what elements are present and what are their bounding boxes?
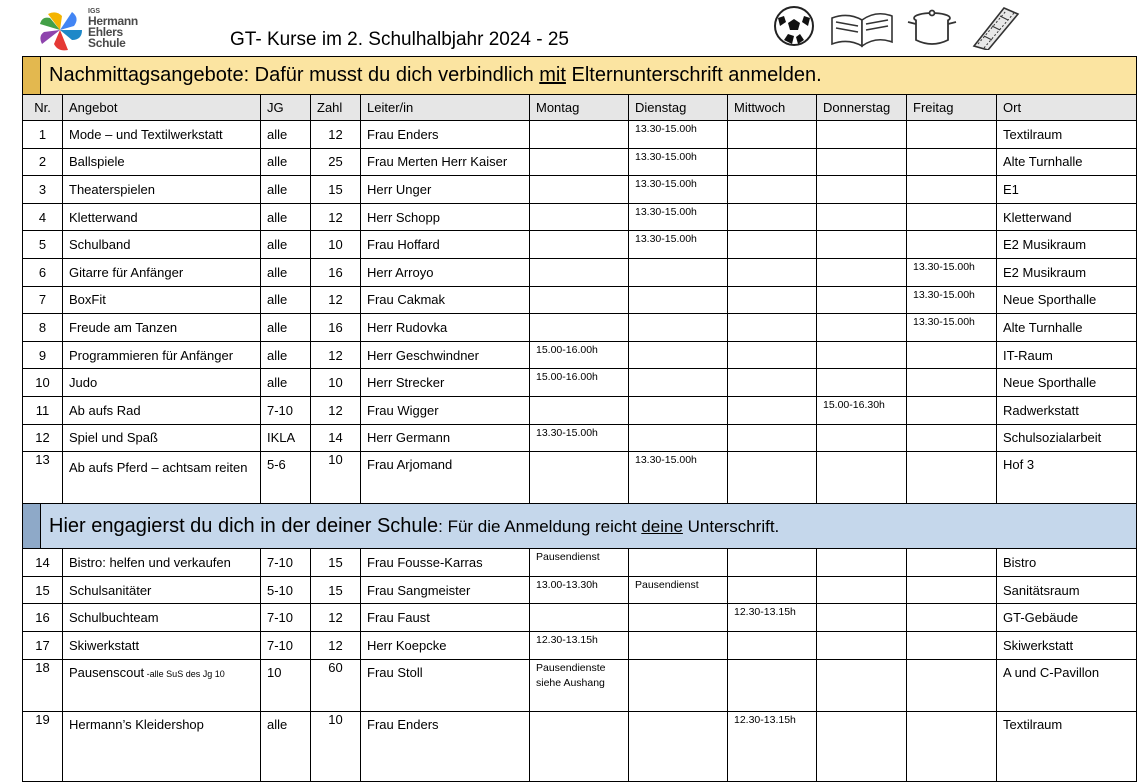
- cell-angebot: [63, 659, 261, 711]
- cell-zahl: 12: [311, 631, 361, 659]
- cell-angebot: Hermann’s Kleidershop: [63, 711, 261, 781]
- cell-donnerstag: 15.00-16.30h: [817, 396, 907, 424]
- cell-mittwoch: [728, 659, 817, 711]
- cell-ort: Skiwerkstatt: [997, 631, 1137, 659]
- cell-angebot: Judo: [63, 369, 261, 397]
- cell-donnerstag: [817, 452, 907, 504]
- cell-nr: 10: [23, 369, 63, 397]
- cell-mittwoch: [728, 258, 817, 286]
- table-row: [23, 121, 1137, 149]
- cell-jg: 5-10: [261, 576, 311, 604]
- cell-dienstag: [629, 549, 728, 577]
- cell-freitag: 13.30-15.00h: [907, 258, 997, 286]
- page-title: GT- Kurse im 2. Schulhalbjahr 2024 - 25: [230, 29, 570, 50]
- table-row: [23, 231, 1137, 259]
- cell-jg: alle: [261, 231, 311, 259]
- cell-montag: [530, 659, 629, 711]
- cell-ort: Radwerkstatt: [997, 396, 1137, 424]
- cell-jg: alle: [261, 711, 311, 781]
- cell-nr: 11: [23, 396, 63, 424]
- cell-mittwoch: [728, 424, 817, 452]
- table-row: [23, 711, 1137, 781]
- cell-leiter: Frau Arjomand: [361, 452, 530, 504]
- cell-dienstag: [629, 314, 728, 342]
- cell-donnerstag: [817, 148, 907, 176]
- cell-leiter: Frau Enders: [361, 711, 530, 781]
- col-header-montag: Montag: [530, 95, 629, 121]
- cell-dienstag: [629, 258, 728, 286]
- cell-donnerstag: [817, 604, 907, 632]
- cell-mittwoch: [728, 396, 817, 424]
- cell-mittwoch: [728, 203, 817, 231]
- cell-dienstag: 13.30-15.00h: [629, 452, 728, 504]
- cell-leiter: Herr Schopp: [361, 203, 530, 231]
- cell-nr: 8: [23, 314, 63, 342]
- cell-montag: [530, 711, 629, 781]
- cell-mittwoch: [728, 549, 817, 577]
- cell-mittwoch: [728, 369, 817, 397]
- table-row: [23, 369, 1137, 397]
- cell-dienstag: 13.30-15.00h: [629, 176, 728, 204]
- cell-jg: alle: [261, 258, 311, 286]
- table-row: [23, 341, 1137, 369]
- cell-donnerstag: [817, 203, 907, 231]
- col-header-dienstag: Dienstag: [629, 95, 728, 121]
- cell-montag: [530, 176, 629, 204]
- cell-zahl: 15: [311, 549, 361, 577]
- cell-donnerstag: [817, 231, 907, 259]
- cell-donnerstag: [817, 341, 907, 369]
- header-icons: [770, 4, 1030, 50]
- logo-igs: IGS: [88, 8, 101, 15]
- football-icon: [775, 7, 813, 45]
- cell-jg: alle: [261, 121, 311, 149]
- cell-leiter: Frau Hoffard: [361, 231, 530, 259]
- cell-mittwoch: [728, 148, 817, 176]
- cell-montag: [530, 286, 629, 314]
- logo-line3: Schule: [88, 36, 126, 50]
- school-logo: [38, 8, 148, 54]
- cell-nr: 12: [23, 424, 63, 452]
- cell-mittwoch: [728, 121, 817, 149]
- cell-angebot-title: Pausenscout: [69, 664, 145, 680]
- col-header-zahl: Zahl: [311, 95, 361, 121]
- cell-zahl: 16: [311, 258, 361, 286]
- cell-angebot: Kletterwand: [63, 203, 261, 231]
- logo-pinwheel-icon: [38, 8, 88, 54]
- cell-donnerstag: [817, 711, 907, 781]
- cell-dienstag: [629, 369, 728, 397]
- cell-ort: GT-Gebäude: [997, 604, 1137, 632]
- cell-jg: alle: [261, 369, 311, 397]
- cell-freitag: [907, 631, 997, 659]
- cell-dienstag: [629, 604, 728, 632]
- table-row: [23, 424, 1137, 452]
- cell-ort: Schulsozialarbeit: [997, 424, 1137, 452]
- col-header-freitag: Freitag: [907, 95, 997, 121]
- cell-donnerstag: [817, 424, 907, 452]
- col-header-leiter: Leiter/in: [361, 95, 530, 121]
- cell-freitag: [907, 576, 997, 604]
- cell-dienstag: 13.30-15.00h: [629, 203, 728, 231]
- cell-angebot: Ballspiele: [63, 148, 261, 176]
- cell-nr: 18: [23, 659, 63, 711]
- cell-donnerstag: [817, 576, 907, 604]
- cell-leiter: Herr Strecker: [361, 369, 530, 397]
- cell-freitag: [907, 203, 997, 231]
- cell-nr: 5: [23, 231, 63, 259]
- cell-mittwoch: [728, 452, 817, 504]
- cell-ort: Sanitätsraum: [997, 576, 1137, 604]
- cell-dienstag: 13.30-15.00h: [629, 121, 728, 149]
- cell-freitag: [907, 396, 997, 424]
- cell-donnerstag: [817, 369, 907, 397]
- cell-montag: [530, 148, 629, 176]
- cell-zahl: 60: [311, 659, 361, 711]
- cell-dienstag: [629, 711, 728, 781]
- cell-angebot: Theaterspielen: [63, 176, 261, 204]
- cell-angebot: Schulband: [63, 231, 261, 259]
- cell-jg: 7-10: [261, 549, 311, 577]
- cell-dienstag: [629, 286, 728, 314]
- cell-nr: 4: [23, 203, 63, 231]
- cell-nr: 19: [23, 711, 63, 781]
- cell-jg: alle: [261, 203, 311, 231]
- cell-freitag: [907, 369, 997, 397]
- cell-angebot: Bistro: helfen und verkaufen: [63, 549, 261, 577]
- cell-jg: alle: [261, 286, 311, 314]
- cell-nr: 17: [23, 631, 63, 659]
- cell-mittwoch: [728, 341, 817, 369]
- cell-leiter: Frau Wigger: [361, 396, 530, 424]
- cell-zahl: 25: [311, 148, 361, 176]
- cell-nr: 6: [23, 258, 63, 286]
- cell-ort: E2 Musikraum: [997, 231, 1137, 259]
- cell-zahl: 12: [311, 604, 361, 632]
- cell-montag: [530, 396, 629, 424]
- cell-leiter: Herr Koepcke: [361, 631, 530, 659]
- cell-angebot: Schulsanitäter: [63, 576, 261, 604]
- cell-mittwoch: [728, 631, 817, 659]
- cell-zahl: 12: [311, 121, 361, 149]
- cell-ort: Alte Turnhalle: [997, 148, 1137, 176]
- cell-leiter: Herr Germann: [361, 424, 530, 452]
- cell-donnerstag: [817, 659, 907, 711]
- cell-jg: 5-6: [261, 452, 311, 504]
- cell-freitag: [907, 424, 997, 452]
- cell-angebot: Schulbuchteam: [63, 604, 261, 632]
- cell-montag-line1: Pausendienste: [536, 661, 606, 674]
- cell-montag: 13.00-13.30h: [530, 576, 629, 604]
- cell-ort: Neue Sporthalle: [997, 286, 1137, 314]
- cell-nr: 14: [23, 549, 63, 577]
- cell-montag: [530, 203, 629, 231]
- table-row: [23, 549, 1137, 577]
- logo-line2: Ehlers: [88, 25, 123, 39]
- cell-ort: Hof 3: [997, 452, 1137, 504]
- cell-zahl: 10: [311, 711, 361, 781]
- cell-freitag: [907, 121, 997, 149]
- cell-montag: [530, 121, 629, 149]
- cell-nr: 1: [23, 121, 63, 149]
- cell-montag: 12.30-13.15h: [530, 631, 629, 659]
- section-color-bar: [23, 504, 41, 549]
- cell-zahl: 10: [311, 369, 361, 397]
- cell-mittwoch: 12.30-13.15h: [728, 604, 817, 632]
- cell-ort: Textilraum: [997, 711, 1137, 781]
- cell-leiter: Frau Faust: [361, 604, 530, 632]
- film-strip-icon: [974, 8, 1018, 50]
- cell-leiter: Frau Fousse-Karras: [361, 549, 530, 577]
- section-volunteer-header: [23, 504, 1137, 549]
- cell-montag: 13.30-15.00h: [530, 424, 629, 452]
- cell-zahl: 10: [311, 452, 361, 504]
- cell-zahl: 15: [311, 176, 361, 204]
- cell-montag: Pausendienst: [530, 549, 629, 577]
- cell-dienstag: [629, 424, 728, 452]
- cell-jg: IKLA: [261, 424, 311, 452]
- cell-freitag: 13.30-15.00h: [907, 314, 997, 342]
- cell-leiter: Herr Unger: [361, 176, 530, 204]
- table-row: [23, 286, 1137, 314]
- cell-ort: IT-Raum: [997, 341, 1137, 369]
- cell-leiter: Frau Merten Herr Kaiser: [361, 148, 530, 176]
- cell-ort: A und C-Pavillon: [997, 659, 1137, 711]
- cell-zahl: 12: [311, 203, 361, 231]
- cell-leiter: Frau Sangmeister: [361, 576, 530, 604]
- table-row: [23, 604, 1137, 632]
- cell-leiter: Frau Cakmak: [361, 286, 530, 314]
- cell-freitag: [907, 341, 997, 369]
- cell-dienstag: [629, 659, 728, 711]
- section-volunteer-text: Hier engagierst du dich in der deiner Schule: Für die Anmeldung reicht deine Unterschrift.: [41, 504, 1137, 549]
- cell-montag: [530, 452, 629, 504]
- open-book-icon: [832, 14, 892, 46]
- cell-jg: 7-10: [261, 604, 311, 632]
- cell-jg: 10: [261, 659, 311, 711]
- cell-donnerstag: [817, 549, 907, 577]
- cell-ort: Alte Turnhalle: [997, 314, 1137, 342]
- cell-dienstag: [629, 631, 728, 659]
- courses-table: [22, 56, 1137, 782]
- cell-jg: alle: [261, 314, 311, 342]
- cell-dienstag: [629, 341, 728, 369]
- cell-freitag: 13.30-15.00h: [907, 286, 997, 314]
- cell-leiter: Herr Arroyo: [361, 258, 530, 286]
- cell-donnerstag: [817, 286, 907, 314]
- table-row: [23, 576, 1137, 604]
- table-row: [23, 314, 1137, 342]
- col-header-angebot: Angebot: [63, 95, 261, 121]
- cell-ort: E2 Musikraum: [997, 258, 1137, 286]
- cell-donnerstag: [817, 121, 907, 149]
- cell-dienstag: [629, 396, 728, 424]
- cell-zahl: 12: [311, 286, 361, 314]
- cell-mittwoch: [728, 176, 817, 204]
- table-header-row: [23, 95, 1137, 121]
- cell-zahl: 16: [311, 314, 361, 342]
- cell-leiter: Frau Enders: [361, 121, 530, 149]
- table-row: [23, 452, 1137, 504]
- logo-text: [88, 8, 138, 49]
- cooking-pot-icon: [908, 11, 956, 45]
- cell-montag: 15.00-16.00h: [530, 369, 629, 397]
- cell-leiter: Herr Rudovka: [361, 314, 530, 342]
- cell-nr: 7: [23, 286, 63, 314]
- cell-dienstag: Pausendienst: [629, 576, 728, 604]
- cell-angebot: Skiwerkstatt: [63, 631, 261, 659]
- cell-zahl: 15: [311, 576, 361, 604]
- cell-nr: 15: [23, 576, 63, 604]
- section-color-bar: [23, 57, 41, 95]
- cell-montag: [530, 314, 629, 342]
- cell-freitag: [907, 711, 997, 781]
- cell-angebot-note: -alle SuS des Jg 10: [144, 668, 225, 679]
- cell-zahl: 12: [311, 396, 361, 424]
- cell-ort: Neue Sporthalle: [997, 369, 1137, 397]
- cell-montag: [530, 604, 629, 632]
- cell-leiter: Herr Geschwindner: [361, 341, 530, 369]
- cell-angebot: Spiel und Spaß: [63, 424, 261, 452]
- table-row: [23, 148, 1137, 176]
- cell-donnerstag: [817, 258, 907, 286]
- cell-dienstag: 13.30-15.00h: [629, 231, 728, 259]
- cell-donnerstag: [817, 176, 907, 204]
- cell-angebot: Programmieren für Anfänger: [63, 341, 261, 369]
- cell-nr: 2: [23, 148, 63, 176]
- cell-montag: 15.00-16.00h: [530, 341, 629, 369]
- cell-montag: [530, 258, 629, 286]
- section-afternoon-text: Nachmittagsangebote: Dafür musst du dich verbindlich mit Elternunterschrift anmelden.: [41, 57, 1137, 95]
- cell-mittwoch: [728, 286, 817, 314]
- col-header-mittwoch: Mittwoch: [728, 95, 817, 121]
- cell-zahl: 14: [311, 424, 361, 452]
- cell-mittwoch: 12.30-13.15h: [728, 711, 817, 781]
- col-header-jg: JG: [261, 95, 311, 121]
- table-row: [23, 176, 1137, 204]
- cell-freitag: [907, 452, 997, 504]
- cell-angebot: BoxFit: [63, 286, 261, 314]
- col-header-nr: Nr.: [23, 95, 63, 121]
- cell-ort: Textilraum: [997, 121, 1137, 149]
- cell-mittwoch: [728, 576, 817, 604]
- logo-line1: Hermann: [88, 14, 138, 28]
- cell-ort: E1: [997, 176, 1137, 204]
- cell-nr: 13: [23, 452, 63, 504]
- cell-ort: Kletterwand: [997, 203, 1137, 231]
- cell-donnerstag: [817, 631, 907, 659]
- table-row: [23, 258, 1137, 286]
- cell-jg: alle: [261, 176, 311, 204]
- cell-ort: Bistro: [997, 549, 1137, 577]
- cell-angebot: Freude am Tanzen: [63, 314, 261, 342]
- cell-freitag: [907, 659, 997, 711]
- cell-jg: 7-10: [261, 396, 311, 424]
- cell-freitag: [907, 148, 997, 176]
- cell-montag: [530, 231, 629, 259]
- cell-jg: alle: [261, 148, 311, 176]
- cell-freitag: [907, 231, 997, 259]
- cell-jg: alle: [261, 341, 311, 369]
- col-header-ort: Ort: [997, 95, 1137, 121]
- cell-donnerstag: [817, 314, 907, 342]
- cell-nr: 16: [23, 604, 63, 632]
- cell-freitag: [907, 604, 997, 632]
- cell-jg: 7-10: [261, 631, 311, 659]
- cell-nr: 3: [23, 176, 63, 204]
- cell-angebot: Mode – und Textilwerkstatt: [63, 121, 261, 149]
- cell-freitag: [907, 176, 997, 204]
- section-afternoon-header: [23, 57, 1137, 95]
- table-row: [23, 203, 1137, 231]
- cell-angebot: Ab aufs Pferd – achtsam reiten: [63, 452, 261, 504]
- cell-leiter: Frau Stoll: [361, 659, 530, 711]
- cell-angebot: Ab aufs Rad: [63, 396, 261, 424]
- cell-zahl: 12: [311, 341, 361, 369]
- table-row: [23, 631, 1137, 659]
- cell-mittwoch: [728, 314, 817, 342]
- col-header-donnerstag: Donnerstag: [817, 95, 907, 121]
- cell-freitag: [907, 549, 997, 577]
- cell-angebot: Gitarre für Anfänger: [63, 258, 261, 286]
- cell-dienstag: 13.30-15.00h: [629, 148, 728, 176]
- cell-nr: 9: [23, 341, 63, 369]
- cell-mittwoch: [728, 231, 817, 259]
- cell-zahl: 10: [311, 231, 361, 259]
- table-row: [23, 659, 1137, 711]
- cell-montag-line2: siehe Aushang: [536, 676, 605, 689]
- table-row: [23, 396, 1137, 424]
